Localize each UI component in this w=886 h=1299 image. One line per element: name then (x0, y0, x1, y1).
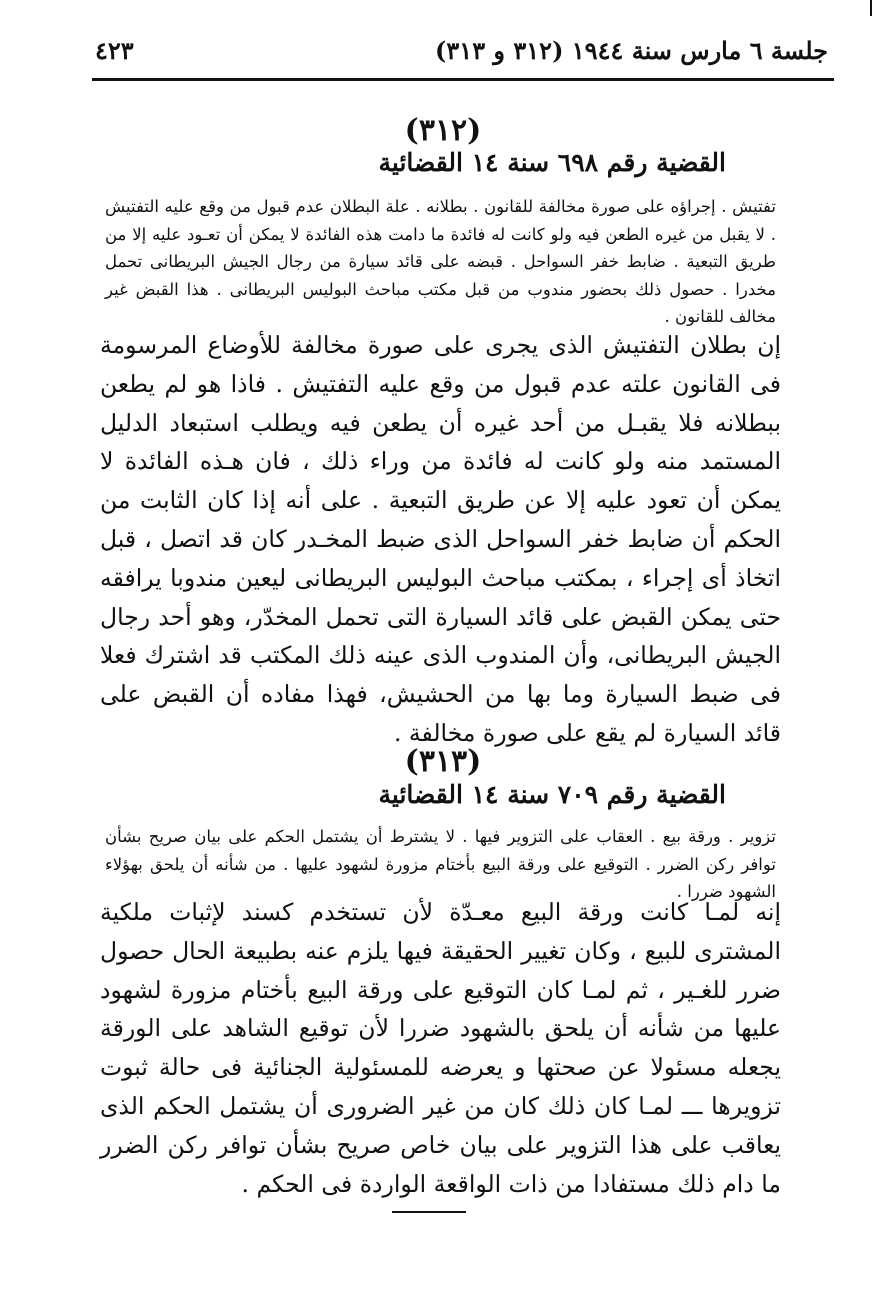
case-body-312: إن بطلان التفتيش الذى يجرى على صورة مخالفة للأوضاع المرسومة فى القانون علته عدم قبول من وقع عليه التفتيش . فاذا هو لم يطعن ببطلانه فلا يقبـل من أحد غيره أن يطعن فيه ويطلب استبعاد الدليل المستمد منه ولو كانت له فائدة من وراء ذلك ، فان هـذه الفائدة لا يمكن أن تعود عليه إلا عن طريق التبعية . على أنه إذا كان الثابت من الحكم أن ضابط خفر السواحل الذى ضبط المخـدر كان قد اتصل ، قبل اتخاذ أى إجراء ، بمكتب مباحث البوليس البريطانى ليعين مندوبا يرافقه حتى يمكن القبض على قائد السيارة التى تحمل المخدّر، وهو أحد رجال الجيش البريطانى، وأن المندوب الذى عينه ذلك المكتب قد اشترك فعلا فى ضبط السيارة وما بها من الحشيش، فهذا مفاده أن القبض على قائد السيارة لم يقع على صورة مخالفة . (100, 331, 781, 747)
page-number: ٤٢٣ (95, 35, 134, 65)
running-header (95, 28, 828, 72)
header-rule (92, 78, 834, 81)
page-edge-mark (870, 0, 872, 16)
end-rule (392, 1211, 466, 1213)
session-title: جلسة ٦ مارس سنة ١٩٤٤ (٣١٢ و ٣١٣) (435, 35, 828, 65)
case-number-312: (٣١٢) (404, 113, 482, 148)
case-summary-312: تفتيش . إجراؤه على صورة مخالفة للقانون . بطلانه . علة البطلان عدم قبول من وقع عليه التفتيش . لا يقبل من غيره الطعن فيه ولو كانت له فائدة ما دامت هذه الفائدة لا يمكن أن تعـود عليه إلا من طريق التبعية . ضابط خفر السواحل . قبضه على قائد سيارة من رجال الجيش البريطانى تحمل مخدرا . حصول ذلك بحضور مندوب من قبل مكتب مباحث البوليس البريطانى . هذا القبض غير مخالف للقانون . (105, 197, 776, 326)
case-body-313: إنه لمـا كانت ورقة البيع معـدّة لأن تستخدم كسند لإثبات ملكية المشترى للبيع ، وكان تغيير الحقيقة فيها يلزم عنه بطبيعة الحال حصول ضرر للغـير ، ثم لمـا كان التوقيع على ورقة البيع بأختام مزورة لشهود عليها من شأنه أن يلحق بالشهود ضررا لأن توقيع الشاهد على الورقة يجعله مسئولا عن صحتها و يعرضه للمسئولية الجنائية فى حالة ثبوت تزويرها ـــ لمـا كان ذلك كان من غير الضرورى أن يشتمل الحكم الذى يعاقب على هذا التزوير على بيان خاص صريح بشأن توافر ركن الضرر ما دام ذلك مستفادا من ذات الواقعة الواردة فى الحكم . (100, 898, 781, 1198)
case-title-312: القضية رقم ٦٩٨ سنة ١٤ القضائية (378, 148, 726, 177)
case-title-313: القضية رقم ٧٠٩ سنة ١٤ القضائية (378, 780, 726, 809)
case-summary-313: تزوير . ورقة بيع . العقاب على التزوير فيها . لا يشترط أن يشتمل الحكم على بيان صريح بشأن توافر ركن الضرر . التوقيع على ورقة البيع بأختام مزورة لشهود عليها . من شأنه أن يلحق بهؤلاء الشهود ضررا . (105, 827, 776, 901)
case-number-313: (٣١٣) (404, 744, 482, 779)
